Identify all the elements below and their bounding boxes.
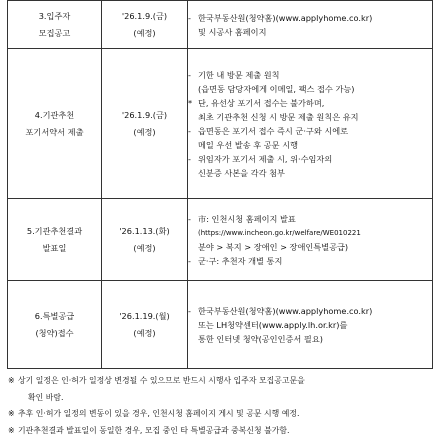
- detail-line: 신분증 사본을 각각 첨부: [198, 167, 285, 178]
- footnote-line: 기관추천결과 발표일이 동일한 경우, 모집 중인 타 특별공급과 중복신청 불가함.: [18, 425, 290, 435]
- stage-label: 발표일: [42, 242, 67, 253]
- detail-line: 한국부동산원(청약홈)(www.applyhome.co.kr): [198, 305, 373, 316]
- date-cell: [102, 1, 188, 49]
- stage-cell: [8, 199, 102, 281]
- detail-line: 최초 기관추천 신청 시 방문 제출 원칙은 유지: [198, 111, 359, 122]
- date-cell: [102, 49, 188, 199]
- detail-line: 읍면동은 포기서 접수 즉시 군·구와 시에로: [198, 125, 349, 136]
- footnote-line: 확인 바람.: [28, 392, 64, 402]
- detail-item: [188, 152, 432, 180]
- table-row: [8, 281, 433, 369]
- detail-line: 또는 LH청약센터(www.apply.lh.or.kr)를: [198, 319, 348, 330]
- detail-item: [188, 304, 432, 346]
- stage-label: 모집공고: [38, 27, 71, 38]
- stage-label: 4.기관추천: [34, 109, 75, 120]
- detail-line: 기한 내 방문 제출 원칙: [198, 69, 280, 80]
- date-text: '26.1.9.(금): [121, 10, 168, 21]
- stage-label: 포기서약서 제출: [25, 126, 84, 137]
- table-row: [8, 199, 433, 281]
- date-text: '26.1.9.(금): [121, 109, 168, 120]
- detail-item: [188, 11, 432, 39]
- dash-bullet: -: [188, 12, 191, 23]
- stage-cell: [8, 281, 102, 369]
- reference-mark: ※: [8, 425, 15, 435]
- stage-cell: [8, 1, 102, 49]
- footnote: [8, 373, 436, 406]
- footnote: [8, 423, 436, 440]
- table-row: [8, 1, 433, 49]
- dash-bullet: -: [188, 305, 191, 316]
- detail-cell: [188, 199, 433, 281]
- detail-link: (https://www.incheon.go.kr/welfare/WE010221: [198, 228, 361, 237]
- stage-label: 6.특별공급: [34, 310, 75, 321]
- detail-item: [188, 124, 432, 152]
- dash-bullet: -: [188, 125, 191, 136]
- detail-item: [188, 96, 432, 124]
- detail-item: [188, 254, 432, 268]
- date-note: (예정): [133, 126, 156, 137]
- detail-line: 위임자가 포기서 제출 시, 위·수임자의: [198, 153, 333, 164]
- schedule-table: [7, 0, 433, 369]
- asterisk-bullet: *: [188, 97, 193, 108]
- reference-mark: ※: [8, 376, 15, 385]
- detail-line: 市: 인천시청 홈페이지 발표: [198, 213, 296, 224]
- stage-label: 5.기관추천결과: [26, 225, 83, 236]
- footnote: [8, 406, 436, 423]
- dash-bullet: -: [188, 153, 191, 164]
- footnote-line: 상기 일정은 인·허가 일정상 변경될 수 있으므로 반드시 시행사 입주자 모집공고문을: [18, 376, 305, 385]
- date-text: '26.1.13.(화): [119, 225, 170, 236]
- reference-mark: ※: [8, 409, 15, 418]
- footnotes: [8, 373, 436, 439]
- date-text: '26.1.19.(월): [119, 310, 170, 321]
- date-note: (예정): [133, 27, 156, 38]
- detail-line: 및 시공사 홈페이지: [198, 26, 267, 37]
- detail-item: [188, 68, 432, 96]
- detail-line: 분야 > 복지 > 장애인 > 장애인특별공급): [198, 241, 349, 252]
- date-cell: [102, 281, 188, 369]
- detail-line: 군·구: 추천자 개별 통지: [198, 255, 283, 266]
- stage-cell: [8, 49, 102, 199]
- detail-cell: [188, 281, 433, 369]
- detail-line: 단, 유선상 포기서 접수는 불가하며,: [198, 97, 325, 108]
- date-note: (예정): [133, 327, 156, 338]
- detail-line: 한국부동산원(청약홈)(www.applyhome.co.kr): [198, 12, 373, 23]
- dash-bullet: -: [188, 255, 191, 266]
- detail-cell: [188, 1, 433, 49]
- detail-line: 메일 우선 발송 후 공문 시행: [198, 139, 299, 150]
- dash-bullet: -: [188, 213, 191, 224]
- detail-line: (읍면동 담당자에게 이메일, 팩스 접수 가능): [198, 83, 355, 94]
- footnote-line: 추후 인·허가 일정의 변동이 있을 경우, 인천시청 홈페이지 게시 및 공문 시행 예정.: [18, 409, 300, 418]
- detail-cell: [188, 49, 433, 199]
- date-note: (예정): [133, 242, 156, 253]
- date-cell: [102, 199, 188, 281]
- detail-line: 통한 인터넷 청약(공인인증서 필요): [198, 333, 323, 344]
- table-row: [8, 49, 433, 199]
- stage-label: 3.입주자: [38, 10, 71, 21]
- detail-item: [188, 212, 432, 254]
- dash-bullet: -: [188, 69, 191, 80]
- stage-label: (청약)접수: [35, 327, 74, 338]
